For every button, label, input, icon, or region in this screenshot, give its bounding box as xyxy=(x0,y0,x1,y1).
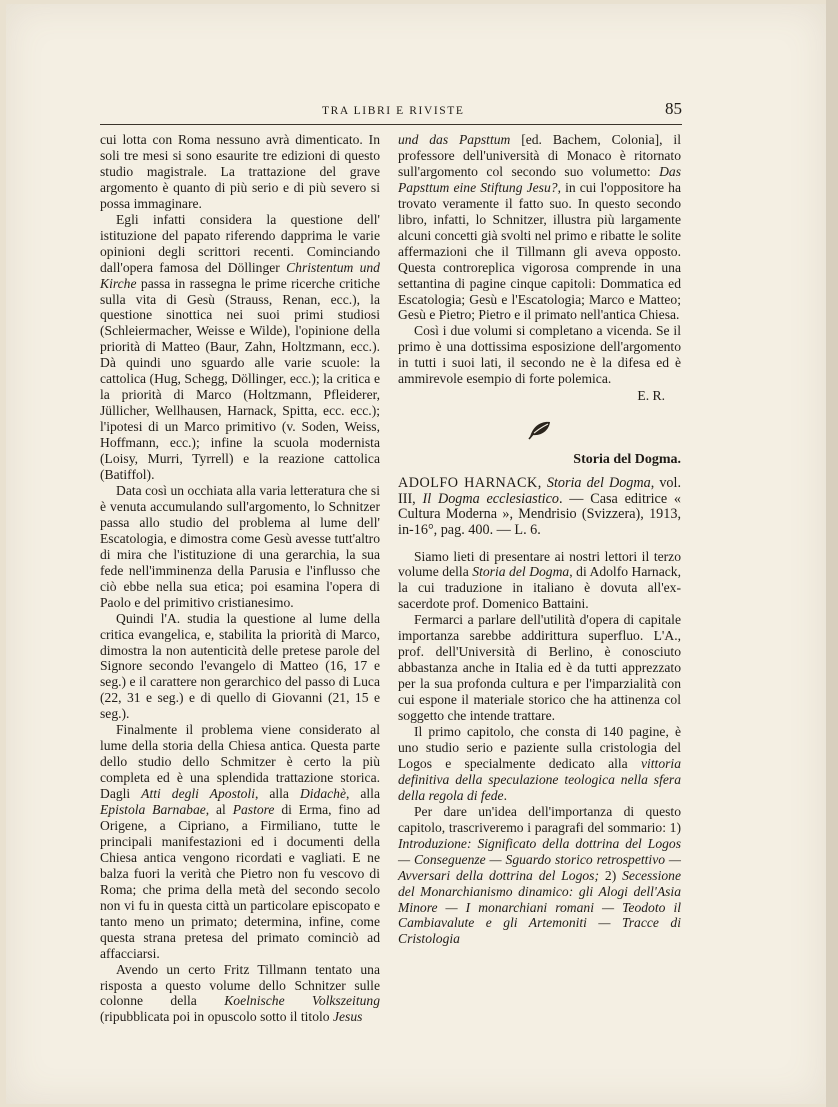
paragraph: Così i due volumi si completano a vicenda. Se il primo è una dottissima esposizione dell'argomento in tutti i suoi lati, il secondo ne è la difesa ed è ammirevole esempio di forte polemica. xyxy=(398,323,681,387)
signature: E. R. xyxy=(637,388,665,404)
paragraph: Il primo capitolo, che consta di 140 pagine, è uno studio serio e paziente sulla cristologia del Logos e specialmente dedicato alla vittoria definitiva della speculazione teologica nella sfera della regola di fede. xyxy=(398,724,681,803)
paragraph: Quindi l'A. studia la questione al lume della critica evangelica, e, stabilita la priorità di Marco, dimostra la non autenticità delle pretese parole del Signore secondo l'evangelo di Matteo (16, 17 e seg.) e il carattere non gerarchico del passo di Luca (22, 31 e seg.) e di quello di Giovanni (21, 15 e seg.). xyxy=(100,610,380,722)
paragraph: und das Papsttum [ed. Bachem, Colonia], il professore dell'università di Monaco è ritornato sull'argomento col secondo suo volumetto: Das Papsttum eine Stiftung Jesu?, in cui l'oppositore ha trovato veramente il fatto suo. In questo secondo libro, infatti, lo Schnitzer, illustra più largamente alcuni concetti già svolti nel primo e ribatte le solite affermazioni che il Tillmann gli aveva opposto. Questa controreplica vigorosa comprende in una settantina di pagine cinque capitoli: Dommatica ed Escatologia; Gesù e l'Escatologia; Marco e Matteo; Gesù e Pietro; Pietro e il primato nell'antica Chiesa. xyxy=(398,132,682,323)
italic-title: Pastore xyxy=(232,802,275,818)
page-header xyxy=(100,99,682,125)
paragraph: Avendo un certo Fritz Tillmann tentato una risposta a questo volume dello Schnitzer sulle colonne della Koelnische Volkszeitung (ripubblicata poi in opuscolo sotto il titolo Jesus xyxy=(100,961,380,1025)
header-rule xyxy=(100,124,682,125)
paragraph: Egli infatti considera la questione dell' istituzione del papato riferendo dapprima le varie opinioni degli scrittori recenti. Cominciando dall'opera famosa del Döllinger Christentum und Kirche passa in rassegna le prime ricerche critiche sulla vita di Gesù (Strauss, Renan, ecc.), la questione sinottica nei suoi primi studiosi (Schleiermacher, Weisse e Wilde), l'opinione della priorità di Matteo (Baur, Zahn, Holtzmann, ecc.). Dà quindi uno sguardo alle varie scuole: la cattolica (Hug, Schegg, Döllinger, ecc.); la critica e la priorità di Marco (Holtzmann, Pfleiderer, Jüllicher, Wellhausen, Harnack, Spitta, ecc. ecc.); l'ipotesi di un Marco primitivo (v. Soden, Weiss, Hoffmann, ecc.); infine la scuola modernista (Loisy, Murri, Tyrrell) e la reazione cattolica (Batiffol). xyxy=(100,211,381,483)
page-edge xyxy=(826,0,838,1107)
italic-title: Epistola Barnabae xyxy=(100,802,206,818)
paragraph: Fermarci a parlare dell'utilità d'opera di capitale importanza sarebbe addirittura superfluo. L'A., prof. dell'Università di Berlino, è conosciuto abbastanza anche in Italia ed è da tutti apprezzato per la sua profonda cultura e per l'imparzialità con cui espone il materiale storico che ha attinenza col soggetto che intende trattare. xyxy=(398,612,681,724)
running-head: TRA LIBRI E RIVISTE xyxy=(322,105,465,117)
paragraph: Data così un occhiata alla varia letteratura che si è venuta accumulando sull'argomento, lo Schnitzer passa allo studio del problema al lume dell' Escatologia, e dimostra come Gesù avesse tutt'altro di mira che l'istituzione di una gerarchia, la sua fede nell'imminenza della Parusia e l'influsso che ciò ebbe nella sua etica; poi esamina l'opera di Paolo e del primitivo cristianesimo. xyxy=(100,482,380,610)
leaf-ornament-icon xyxy=(398,418,681,444)
italic-title: Koelnische Volkszeitung xyxy=(224,993,380,1009)
paragraph: Per dare un'idea dell'importanza di questo capitolo, trascriveremo i paragrafi del sommario: 1) Introduzione: Significato della dottrina del Logos — Conseguenze — Sguardo storico retrospettivo — Avversari della dottrina del Logos; 2) Secessione del Monarchianismo dinamico: gli Alogi dell'Asia Minore — I monarchiani romani — Teodoto il Cambiavalute e gli Artemoniti — Tracce di Cristologia xyxy=(398,803,681,947)
bibliographic-entry: ADOLFO HARNACK, Storia del Dogma, vol. III, Il Dogma ecclesiastico. — Casa editrice « Cultura Moderna », Mendrisio (Svizzera), 1913, in-16°, pag. 400. — L. 6. xyxy=(398,475,682,538)
italic-title: Didachè xyxy=(299,786,346,802)
italic-title: Christentum und Kirche xyxy=(100,259,380,291)
paragraph: Siamo lieti di presentare ai nostri lettori il terzo volume della Storia del Dogma, di Adolfo Harnack, la cui traduzione in italiano è dovuta all'ex-sacerdote prof. Domenico Battaini. xyxy=(398,548,681,612)
page-number: 85 xyxy=(665,99,682,118)
italic-title: Jesus xyxy=(332,1009,363,1025)
paragraph: cui lotta con Roma nessuno avrà dimenticato. In soli tre mesi si sono esaurite tre edizioni di questo studio magistrale. La trattazione del grave argomento è quanto di più serio e di più severo si possa immaginare. xyxy=(100,132,380,211)
italic-title: Das Papsttum eine Stiftung Jesu? xyxy=(398,163,681,195)
paragraph: Finalmente il problema viene considerato al lume della storia della Chiesa antica. Questa parte dello studio dello Schmitzer è certo la più completa ed è una splendida trattazione storica. Dagli Atti degli Apostoli, alla Didachè, alla Epistola Barnabae, al Pastore di Erma, fino ad Origene, a Cipriano, a Firmiliano, tutte le principali manifestazioni ed i documenti della Chiesa antica vengono ricordati e vagliati. E ne balza fuori la verità che Pietro non fu vescovo di Roma; che prima della metà del secondo secolo non vi fu in questa città un particolare episcopato e tanto meno un primato; determina, infine, come questa strana pretesa del primato cominciò ad affacciarsi. xyxy=(100,722,380,961)
section-title: Storia del Dogma. xyxy=(573,452,681,468)
left-column xyxy=(100,132,380,1025)
italic-title: Atti degli Apostoli xyxy=(141,786,255,802)
right-column xyxy=(398,132,681,947)
